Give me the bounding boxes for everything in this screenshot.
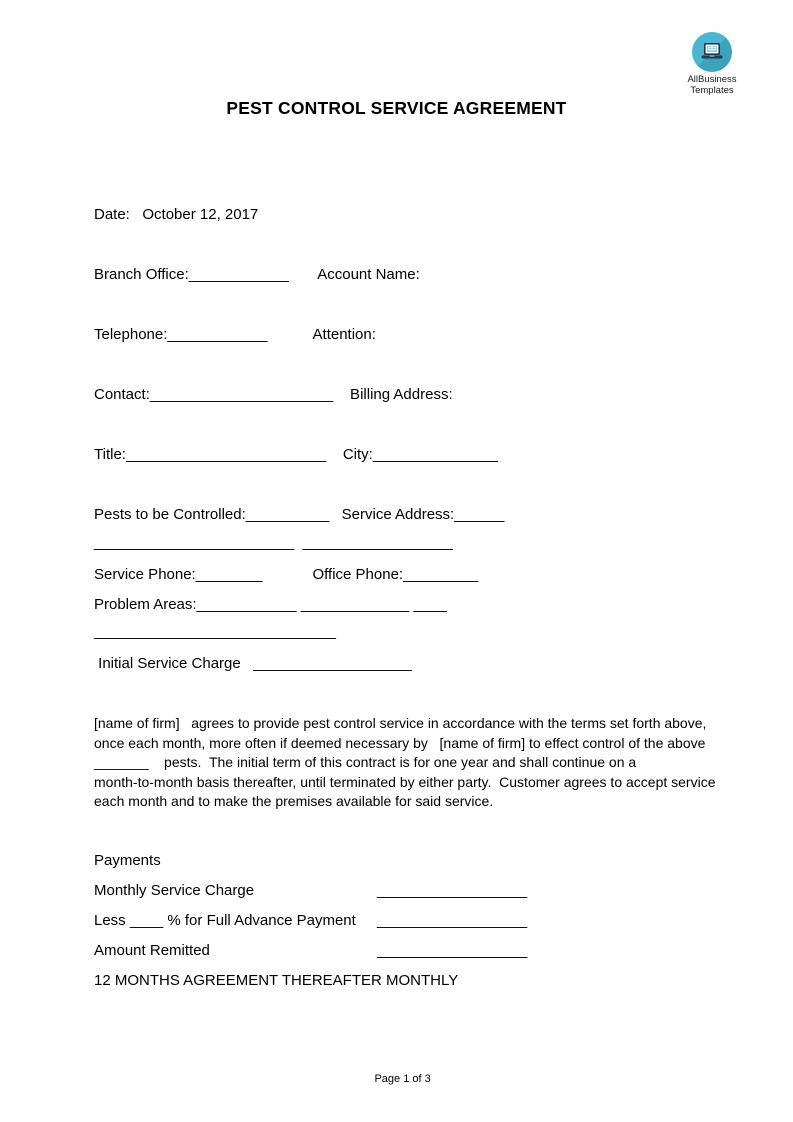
logo-brand-line2: Templates: [690, 84, 734, 96]
page-footer: [0, 1061, 793, 1097]
payment-row-label: Monthly Service Charge: [94, 882, 255, 899]
field-line-initial-service-charge: Initial Service Charge ___________________: [94, 655, 412, 672]
payment-row-label: Less ____ % for Full Advance Payment: [94, 912, 356, 929]
field-line-telephone-attention: Telephone:____________ Attention:: [94, 326, 376, 343]
field-line-title-city: Title:________________________ City:_______________: [94, 446, 498, 463]
field-line-pests-continuation: ________________________ __________________: [94, 534, 453, 551]
page-number: Page 1 of 3: [374, 1073, 431, 1085]
field-line-pests-service-address: Pests to be Controlled:__________ Service Address:______: [94, 506, 505, 523]
logo-brand-line1: AllBusiness: [687, 74, 737, 85]
agreement-paragraph: [94, 714, 715, 812]
payment-row-amount-remitted: [94, 941, 527, 961]
paragraph-line: [name of firm] agrees to provide pest control service in accordance with the terms set forth above,: [94, 715, 707, 731]
field-line-problem-areas: Problem Areas:____________ _____________ ____: [94, 596, 447, 613]
logo-circle: [692, 32, 732, 72]
payments-note: 12 MONTHS AGREEMENT THEREAFTER MONTHLY: [94, 972, 459, 989]
field-line-service-phone-office-phone: Service Phone:________ Office Phone:_________: [94, 566, 479, 583]
field-line-date: Date: October 12, 2017: [94, 206, 259, 223]
paragraph-line: month-to-month basis thereafter, until terminated by either party. Customer agrees to accept service: [94, 773, 716, 790]
payments-heading: Payments: [94, 852, 161, 869]
payment-row-less-advance-payment: [94, 911, 527, 931]
payment-blank-line: __________________: [377, 912, 528, 929]
paragraph-line: each month and to make the premises available for said service.: [94, 793, 494, 809]
payment-blank-line: __________________: [377, 942, 528, 959]
field-line-problem-areas-continuation: _____________________________: [94, 623, 336, 640]
page-title: PEST CONTROL SERVICE AGREEMENT: [226, 98, 567, 118]
field-line-contact-billing-address: Contact:______________________ Billing Address:: [94, 386, 453, 403]
payment-blank-line: __________________: [377, 882, 528, 899]
payment-row-monthly-service-charge: [94, 881, 527, 901]
payment-row-label: Amount Remitted: [94, 942, 210, 959]
paragraph-line: once each month, more often if deemed necessary by [name of firm] to effect control of the above: [94, 734, 706, 751]
paragraph-line: _______ pests. The initial term of this contract is for one year and shall continue on a: [94, 754, 637, 770]
field-line-branch-office-account-name: Branch Office:____________ Account Name:: [94, 266, 420, 283]
allbusiness-logo: [672, 32, 752, 96]
laptop-icon: [699, 41, 725, 63]
logo-brand-name: [672, 75, 752, 96]
